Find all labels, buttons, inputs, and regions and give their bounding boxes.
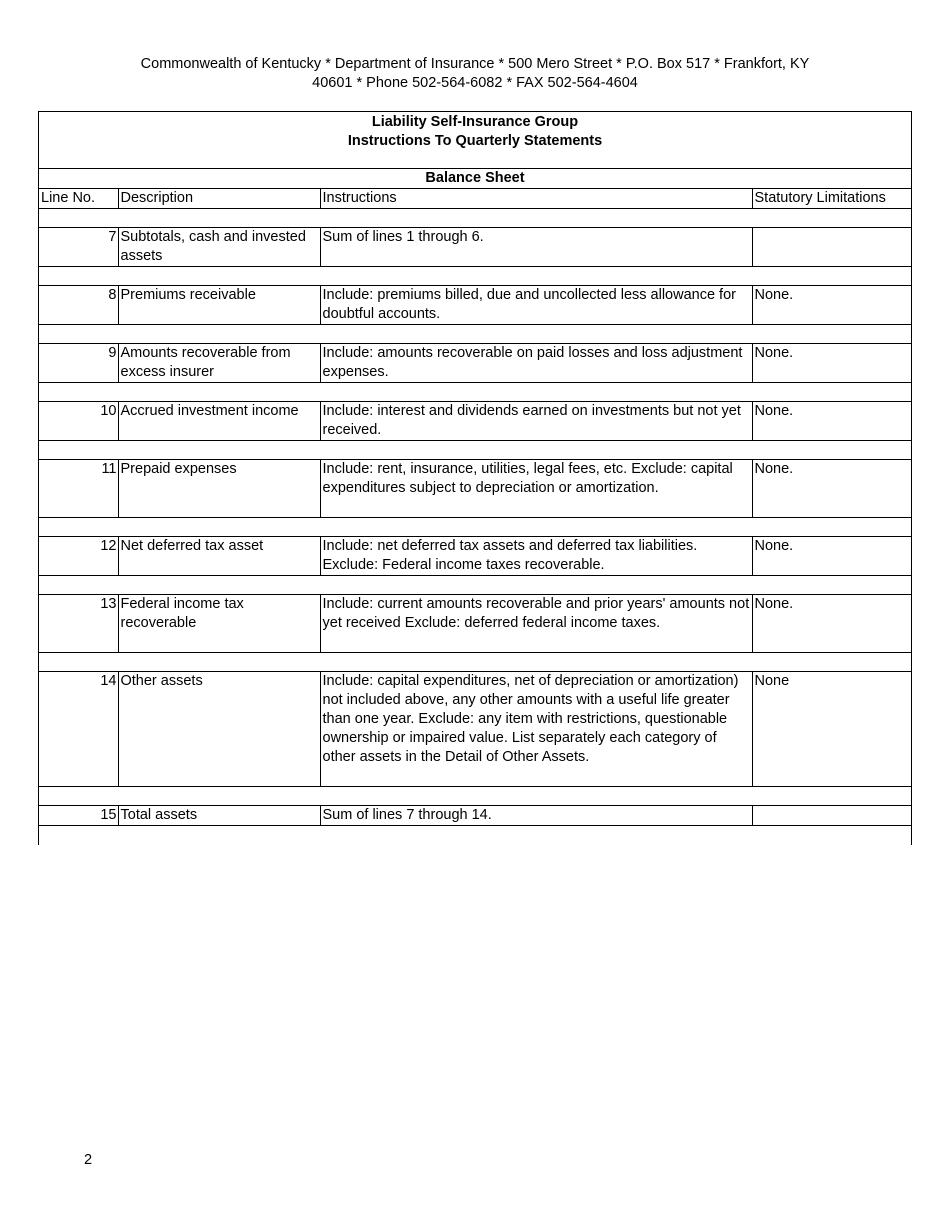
line-instructions: Include: amounts recoverable on paid losses and loss adjustment expenses. [320, 344, 752, 383]
line-number: 9 [39, 344, 118, 383]
col-header-instructions: Instructions [320, 189, 752, 209]
line-number: 14 [39, 672, 118, 787]
form-title-line-2: Instructions To Quarterly Statements [347, 133, 603, 149]
col-header-line-no: Line No. [39, 189, 118, 209]
line-description: Subtotals, cash and invested assets [118, 228, 320, 267]
line-instructions: Include: capital expenditures, net of depreciation or amortization) not included above, any other amounts with a useful life greater than one year. Exclude: any item with restrictions, questionable ownership or impaired value. List separately each category of other assets in the Detail of Other Assets. [320, 672, 752, 787]
table-row [39, 806, 911, 826]
line-limitation: None [752, 672, 911, 787]
line-instructions: Sum of lines 7 through 14. [320, 806, 752, 826]
line-number: 7 [39, 228, 118, 267]
page-number: 2 [84, 1152, 93, 1168]
form-title [39, 112, 911, 169]
line-description: Federal income tax recoverable [118, 595, 320, 653]
line-number: 15 [39, 806, 118, 826]
header-line-2: 40601 * Phone 502-564-6082 * FAX 502-564-4604 [312, 75, 638, 91]
spacer-row [39, 787, 911, 806]
instructions-table [39, 189, 911, 826]
line-limitation [752, 228, 911, 267]
section-title: Balance Sheet [39, 169, 911, 189]
spacer-row [39, 383, 911, 402]
line-description: Total assets [118, 806, 320, 826]
table-row [39, 228, 911, 267]
line-instructions: Include: current amounts recoverable and prior years' amounts not yet received Exclude: deferred federal income taxes. [320, 595, 752, 653]
table-row [39, 344, 911, 383]
line-limitation: None. [752, 595, 911, 653]
col-header-description: Description [118, 189, 320, 209]
table-row [39, 460, 911, 518]
document-header [0, 55, 950, 93]
table-row [39, 286, 911, 325]
line-description: Premiums receivable [118, 286, 320, 325]
line-instructions: Sum of lines 1 through 6. [320, 228, 752, 267]
spacer-row [39, 518, 911, 537]
line-limitation: None. [752, 286, 911, 325]
line-instructions: Include: rent, insurance, utilities, legal fees, etc. Exclude: capital expenditures subject to depreciation or amortization. [320, 460, 752, 518]
line-limitation: None. [752, 344, 911, 383]
line-limitation: None. [752, 460, 911, 518]
line-number: 12 [39, 537, 118, 576]
table-tail [39, 826, 911, 845]
form-title-line-1: Liability Self-Insurance Group [371, 114, 579, 130]
spacer-row [39, 576, 911, 595]
balance-sheet-form [38, 111, 912, 845]
header-line-1: Commonwealth of Kentucky * Department of Insurance * 500 Mero Street * P.O. Box 517 * Frankfort, KY [140, 56, 810, 72]
table-row [39, 537, 911, 576]
spacer-row [39, 267, 911, 286]
table-row [39, 672, 911, 787]
line-instructions: Include: interest and dividends earned on investments but not yet received. [320, 402, 752, 441]
line-number: 8 [39, 286, 118, 325]
spacer-row [39, 325, 911, 344]
line-instructions: Include: premiums billed, due and uncollected less allowance for doubtful accounts. [320, 286, 752, 325]
line-description: Net deferred tax asset [118, 537, 320, 576]
table-row [39, 595, 911, 653]
line-limitation: None. [752, 402, 911, 441]
line-instructions: Include: net deferred tax assets and deferred tax liabilities. Exclude: Federal income taxes recoverable. [320, 537, 752, 576]
line-description: Amounts recoverable from excess insurer [118, 344, 320, 383]
line-limitation: None. [752, 537, 911, 576]
line-number: 10 [39, 402, 118, 441]
spacer-row [39, 441, 911, 460]
line-description: Other assets [118, 672, 320, 787]
col-header-limitations: Statutory Limitations [752, 189, 911, 209]
line-number: 13 [39, 595, 118, 653]
table-row [39, 402, 911, 441]
line-limitation [752, 806, 911, 826]
line-description: Prepaid expenses [118, 460, 320, 518]
line-description: Accrued investment income [118, 402, 320, 441]
line-number: 11 [39, 460, 118, 518]
spacer-row [39, 653, 911, 672]
column-header-row [39, 189, 911, 209]
spacer-row [39, 209, 911, 228]
